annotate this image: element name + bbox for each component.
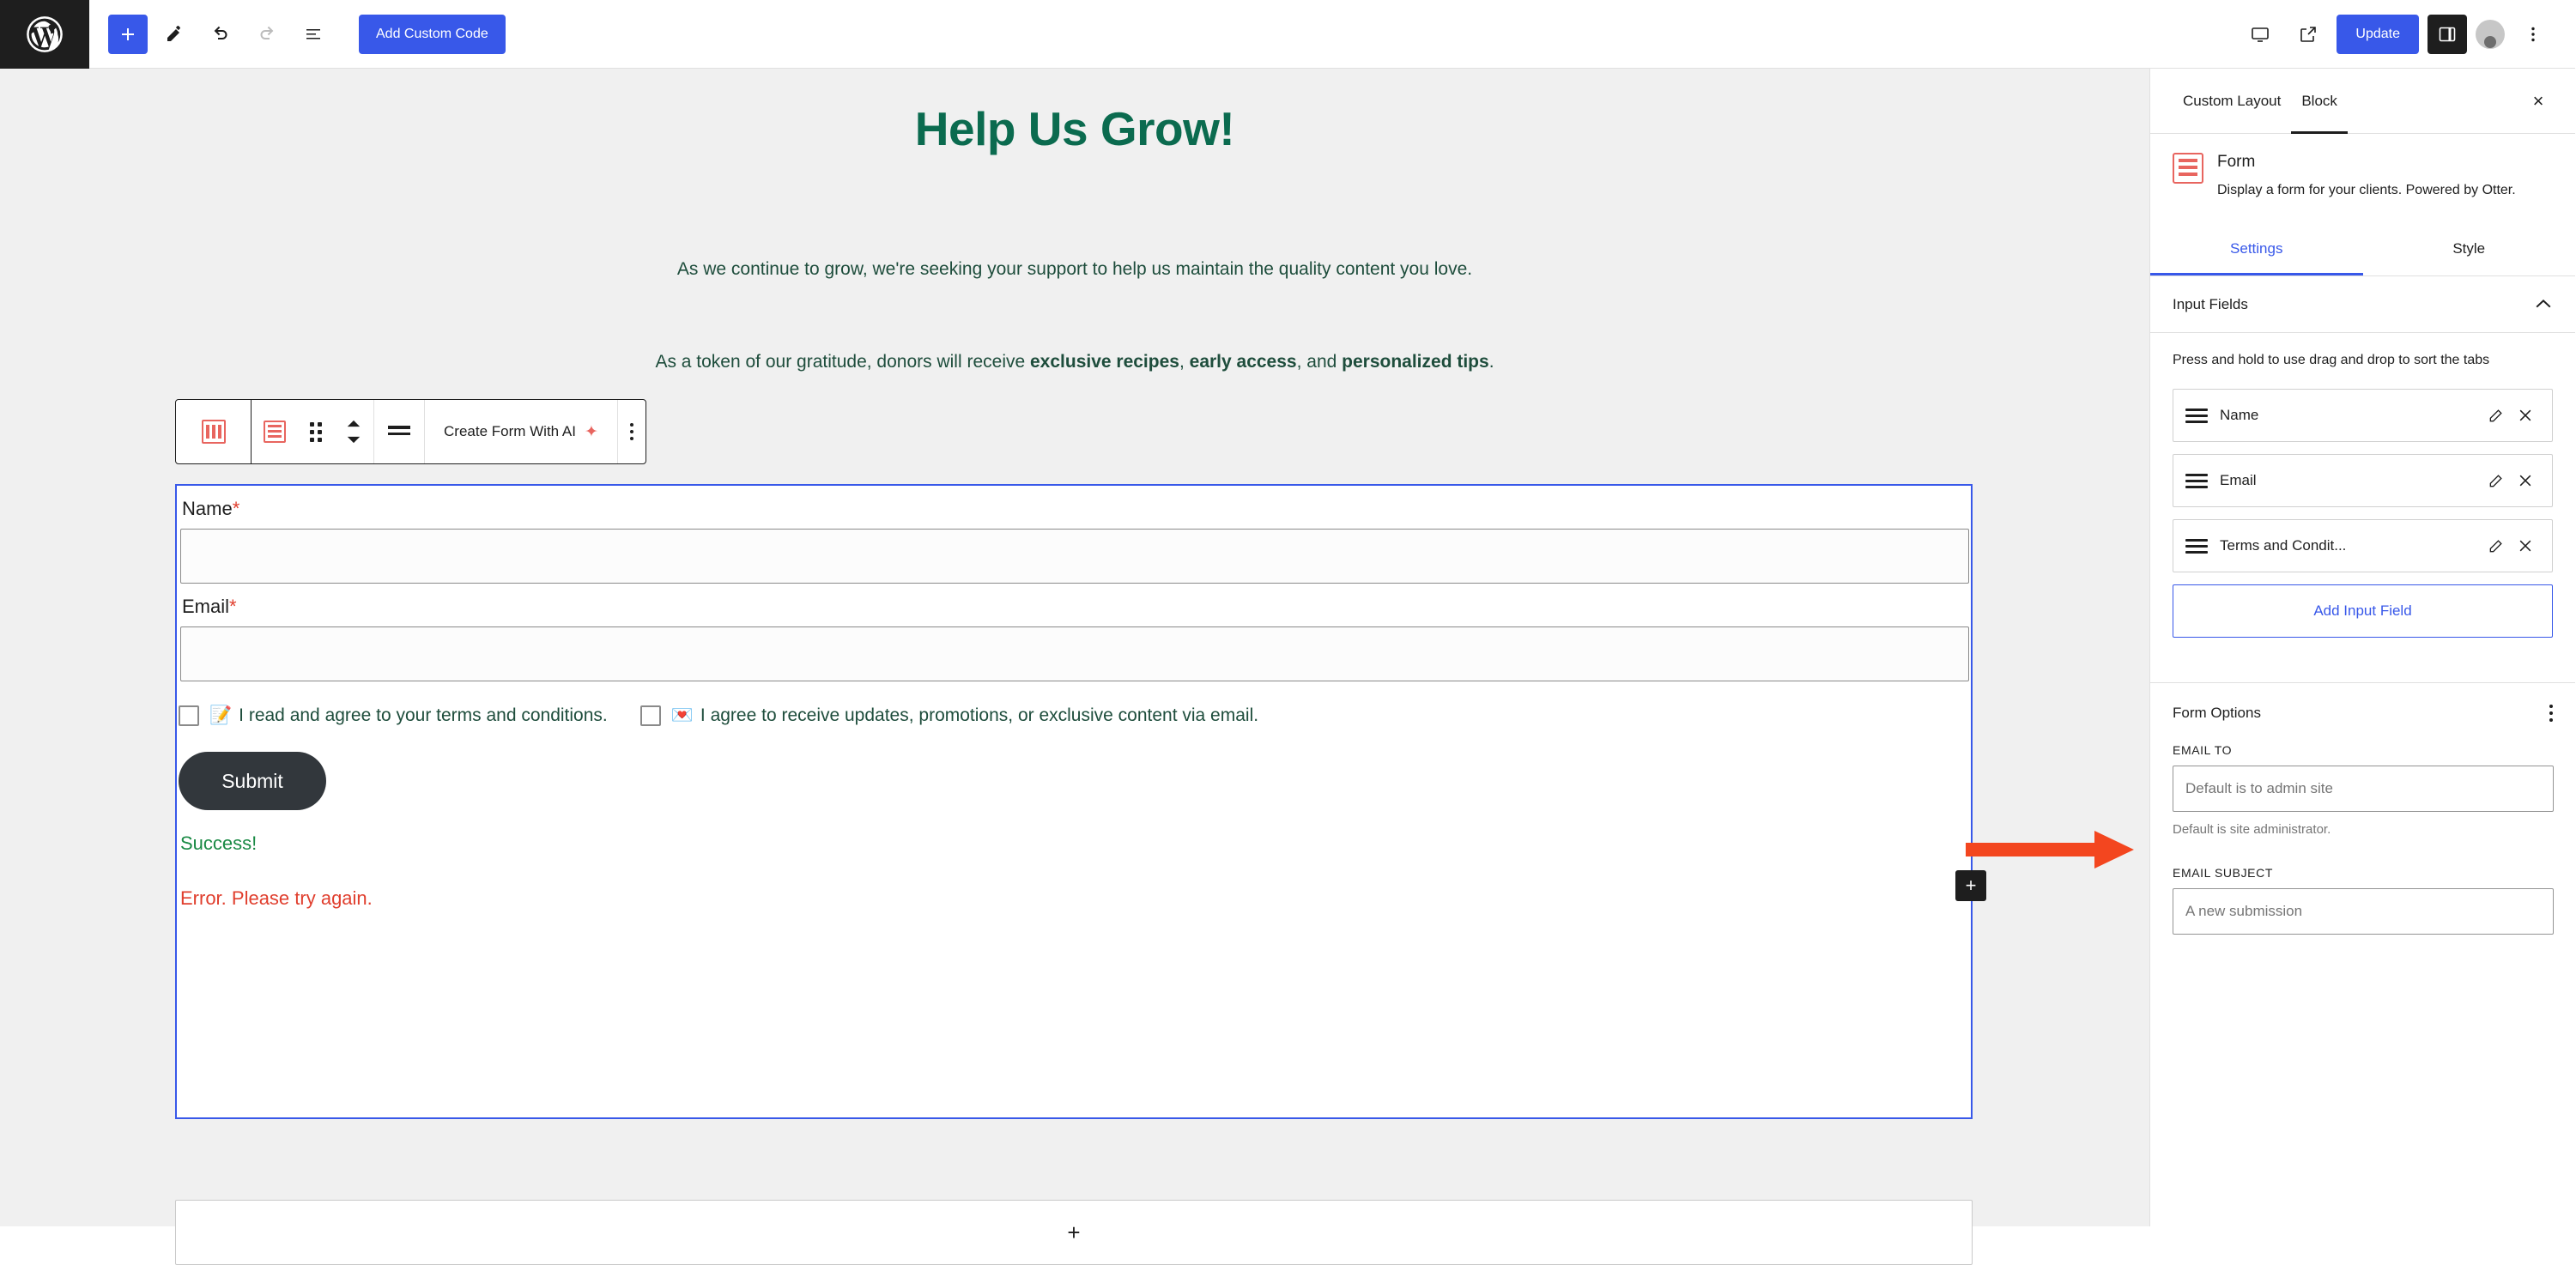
terms-checkbox-text: I read and agree to your terms and conditions. — [239, 705, 608, 725]
required-asterisk: * — [232, 498, 240, 519]
field-label-text: Name — [182, 498, 233, 519]
block-card-title: Form — [2217, 153, 2256, 171]
post-content — [0, 69, 2149, 1245]
sep-3: . — [1488, 352, 1494, 372]
form-field-email — [177, 584, 1971, 681]
tools-pencil-button[interactable] — [155, 15, 194, 54]
input-fields-panel-title: Input Fields — [2173, 295, 2248, 312]
form-block-icon — [264, 421, 286, 443]
edit-field-pencil-icon[interactable] — [2482, 466, 2511, 495]
more-options-icon[interactable] — [2513, 15, 2553, 54]
block-appender[interactable]: + — [175, 1200, 1973, 1265]
top-bar-right-tools — [2240, 15, 2575, 54]
field-label-text: Email — [182, 596, 230, 617]
input-field-label: Terms and Condit... — [2220, 537, 2347, 554]
benefit-1: exclusive recipes — [1030, 352, 1179, 372]
insert-block-after-button[interactable]: + — [1955, 870, 1986, 901]
terms-emoji-icon: 📝 — [209, 705, 233, 725]
benefit-2: early access — [1189, 352, 1297, 372]
field-label-name — [179, 486, 1971, 520]
input-field-label: Name — [2220, 407, 2259, 424]
sidebar-tab-bar — [2150, 69, 2575, 134]
form-block[interactable] — [175, 484, 1977, 1119]
arrow-down-icon — [346, 435, 361, 445]
create-form-with-ai-label: Create Form With AI — [444, 423, 576, 439]
block-type-switcher[interactable] — [252, 400, 298, 463]
undo-button[interactable] — [201, 15, 240, 54]
marketing-checkbox[interactable] — [640, 705, 661, 726]
email-subject-label: EMAIL SUBJECT — [2173, 866, 2273, 881]
subtab-settings[interactable]: Settings — [2150, 222, 2363, 275]
remove-field-close-icon[interactable] — [2511, 401, 2540, 430]
benefit-3: personalized tips — [1342, 352, 1489, 372]
email-input[interactable] — [180, 626, 1969, 681]
redo-button[interactable] — [247, 15, 287, 54]
sep-1: , — [1179, 352, 1190, 372]
drag-grip-icon[interactable] — [2185, 474, 2208, 488]
heart-letter-emoji-icon: 💌 — [670, 705, 694, 725]
terms-checkbox-label[interactable] — [209, 705, 608, 726]
edit-field-pencil-icon[interactable] — [2482, 401, 2511, 430]
editor-top-bar — [0, 0, 2575, 69]
page-title[interactable]: Help Us Grow! — [914, 102, 1235, 155]
drag-sort-hint: Press and hold to use drag and drop to sort the tabs — [2173, 353, 2490, 368]
success-message: Success! — [180, 832, 258, 854]
block-card-description: Display a form for your clients. Powered by Otter. — [2217, 183, 2516, 197]
more-options-icon[interactable] — [2549, 705, 2553, 722]
wordpress-logo-icon[interactable] — [0, 0, 89, 69]
align-button[interactable] — [374, 400, 425, 463]
input-field-row-name[interactable] — [2173, 389, 2553, 442]
editor-canvas[interactable] — [0, 69, 2149, 1245]
email-to-label: EMAIL TO — [2173, 743, 2233, 758]
tab-custom-layout[interactable]: Custom Layout — [2183, 92, 2282, 109]
top-bar-left-tools — [89, 15, 506, 54]
add-input-field-button[interactable]: Add Input Field — [2173, 584, 2553, 638]
avatar[interactable] — [2476, 20, 2505, 49]
input-field-row-terms[interactable] — [2173, 519, 2553, 572]
form-options-panel-header[interactable] — [2150, 683, 2575, 743]
marketing-checkbox-label[interactable] — [671, 705, 1258, 726]
input-fields-panel-body — [2150, 333, 2575, 660]
block-mover-group — [252, 400, 374, 463]
email-subject-input[interactable] — [2173, 888, 2554, 935]
align-icon — [386, 422, 412, 441]
more-options-icon — [630, 423, 633, 440]
create-form-with-ai-button[interactable] — [425, 400, 618, 463]
block-movers[interactable] — [334, 400, 373, 463]
remove-field-close-icon[interactable] — [2511, 531, 2540, 560]
email-to-help-text: Default is site administrator. — [2173, 822, 2331, 838]
block-card — [2150, 134, 2575, 222]
view-desktop-icon[interactable] — [2240, 15, 2280, 54]
form-parent-icon — [202, 420, 226, 444]
terms-checkbox[interactable] — [179, 705, 199, 726]
drag-handle-icon — [310, 422, 322, 442]
add-block-button[interactable] — [108, 15, 148, 54]
input-field-label: Email — [2220, 472, 2257, 489]
sparkle-icon: ✦ — [584, 422, 598, 441]
email-to-input[interactable] — [2173, 766, 2554, 812]
tab-block[interactable]: Block — [2291, 69, 2348, 134]
gratitude-paragraph[interactable] — [0, 352, 2149, 372]
gratitude-text-lead: As a token of our gratitude, donors will receive — [655, 352, 1030, 372]
document-overview-button[interactable] — [294, 15, 333, 54]
preview-external-icon[interactable] — [2288, 15, 2328, 54]
arrow-up-icon — [346, 419, 361, 428]
submit-button[interactable]: Submit — [179, 752, 326, 810]
form-block-icon — [2173, 153, 2203, 184]
update-button[interactable]: Update — [2337, 15, 2419, 54]
form-options-title: Form Options — [2173, 705, 2261, 722]
marketing-checkbox-text: I agree to receive updates, promotions, or exclusive content via email. — [700, 705, 1259, 725]
add-custom-code-button[interactable]: Add Custom Code — [359, 15, 506, 54]
select-parent-form-block[interactable] — [176, 400, 252, 463]
chevron-up-icon — [2534, 296, 2553, 313]
drag-handle[interactable] — [298, 400, 334, 463]
error-message: Error. Please try again. — [180, 887, 373, 909]
block-toolbar — [175, 399, 646, 464]
field-label-email — [179, 584, 1971, 618]
settings-sidebar — [2149, 69, 2575, 1226]
remove-field-close-icon[interactable] — [2511, 466, 2540, 495]
input-fields-panel-header[interactable] — [2150, 276, 2575, 333]
sep-2: , and — [1296, 352, 1343, 372]
form-field-name — [177, 486, 1971, 584]
consent-checkbox-row — [177, 705, 1971, 726]
close-sidebar-icon[interactable]: × — [2532, 89, 2544, 112]
settings-sidebar-toggle[interactable] — [2428, 15, 2467, 54]
sidebar-subtab-bar — [2150, 222, 2575, 276]
name-input[interactable] — [180, 529, 1969, 584]
edit-field-pencil-icon[interactable] — [2482, 531, 2511, 560]
drag-grip-icon[interactable] — [2185, 539, 2208, 554]
subtab-style[interactable]: Style — [2452, 240, 2486, 257]
drag-grip-icon[interactable] — [2185, 409, 2208, 423]
block-options-button[interactable] — [618, 400, 646, 463]
input-field-row-email[interactable] — [2173, 454, 2553, 507]
required-asterisk: * — [229, 596, 237, 617]
red-arrow-annotation — [1966, 824, 2137, 875]
intro-paragraph[interactable]: As we continue to grow, we're seeking your support to help us maintain the quality content you love. — [676, 259, 1473, 279]
